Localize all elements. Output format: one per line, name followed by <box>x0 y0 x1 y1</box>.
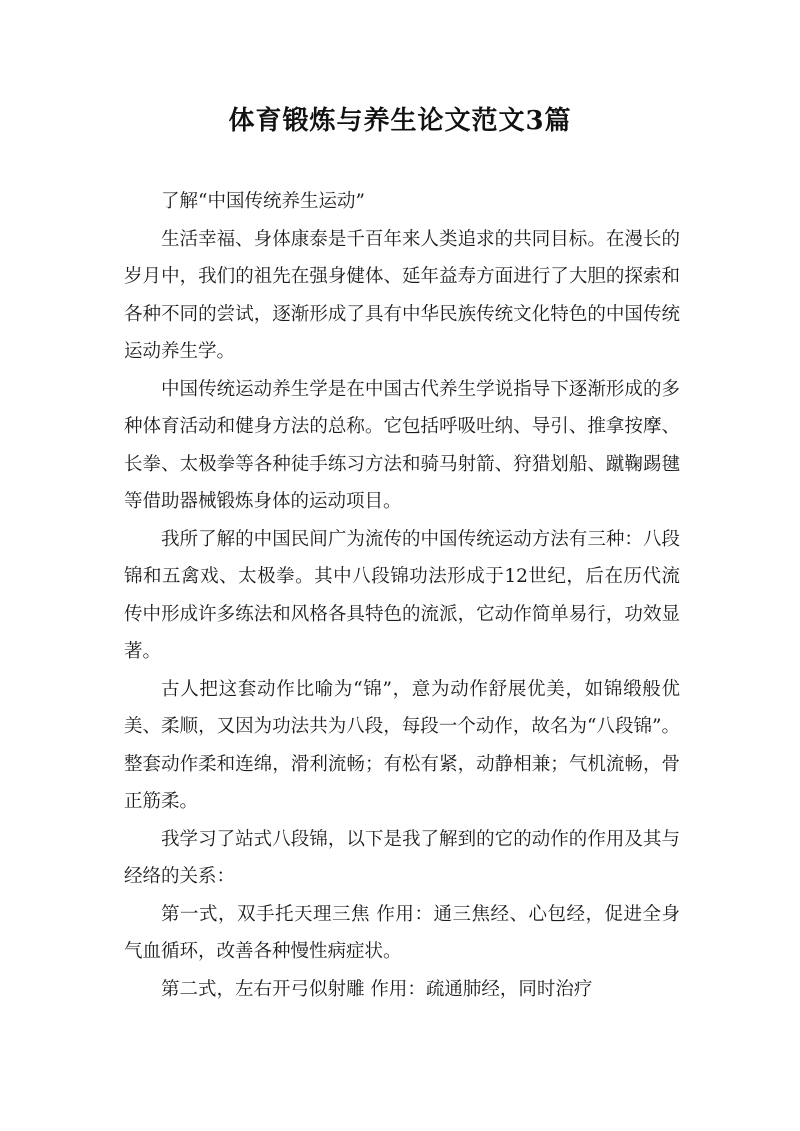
paragraph: 了解“中国传统养生运动” <box>161 191 365 212</box>
document-body <box>124 183 680 1008</box>
paragraph: 第二式，左右开弓似射雕 作用：疏通肺经，同时治疗 <box>161 978 593 1000</box>
document-title: 体育锻炼与养生论文范文3篇 <box>228 106 572 136</box>
paragraph: 中国传统运动养生学是在中国古代养生学说指导下逐渐形成的多种体育活动和健身方法的总称。它包括呼吸吐纳、导引、推拿按摩、长拳、太极拳等各种徒手练习方法和骑马射箭、狩猎划船、蹴鞠踢毽等借助器械锻炼身体的运动项目。 <box>124 378 680 512</box>
paragraph: 我所了解的中国民间广为流传的中国传统运动方法有三种：八段锦和五禽戏、太极拳。其中八段锦功法形成于12世纪，后在历代流传中形成许多练法和风格各具特色的流派，它动作简单易行，功效显著。 <box>124 528 680 662</box>
paragraph: 我学习了站式八段锦，以下是我了解到的它的动作的作用及其与经络的关系： <box>124 828 680 887</box>
paragraph: 古人把这套动作比喻为“锦”，意为动作舒展优美，如锦缎般优美、柔顺，又因为功法共为八段，每段一个动作，故名为“八段锦”。整套动作柔和连绵，滑利流畅；有松有紧，动静相兼；气机流畅，骨正筋柔。 <box>124 678 680 812</box>
paragraph: 第一式，双手托天理三焦 作用：通三焦经、心包经，促进全身气血循环，改善各种慢性病症状。 <box>124 903 680 962</box>
paragraph: 生活幸福、身体康泰是千百年来人类追求的共同目标。在漫长的岁月中，我们的祖先在强身健体、延年益寿方面进行了大胆的探索和各种不同的尝试，逐渐形成了具有中华民族传统文化特色的中国传统运动养生学。 <box>124 228 680 362</box>
